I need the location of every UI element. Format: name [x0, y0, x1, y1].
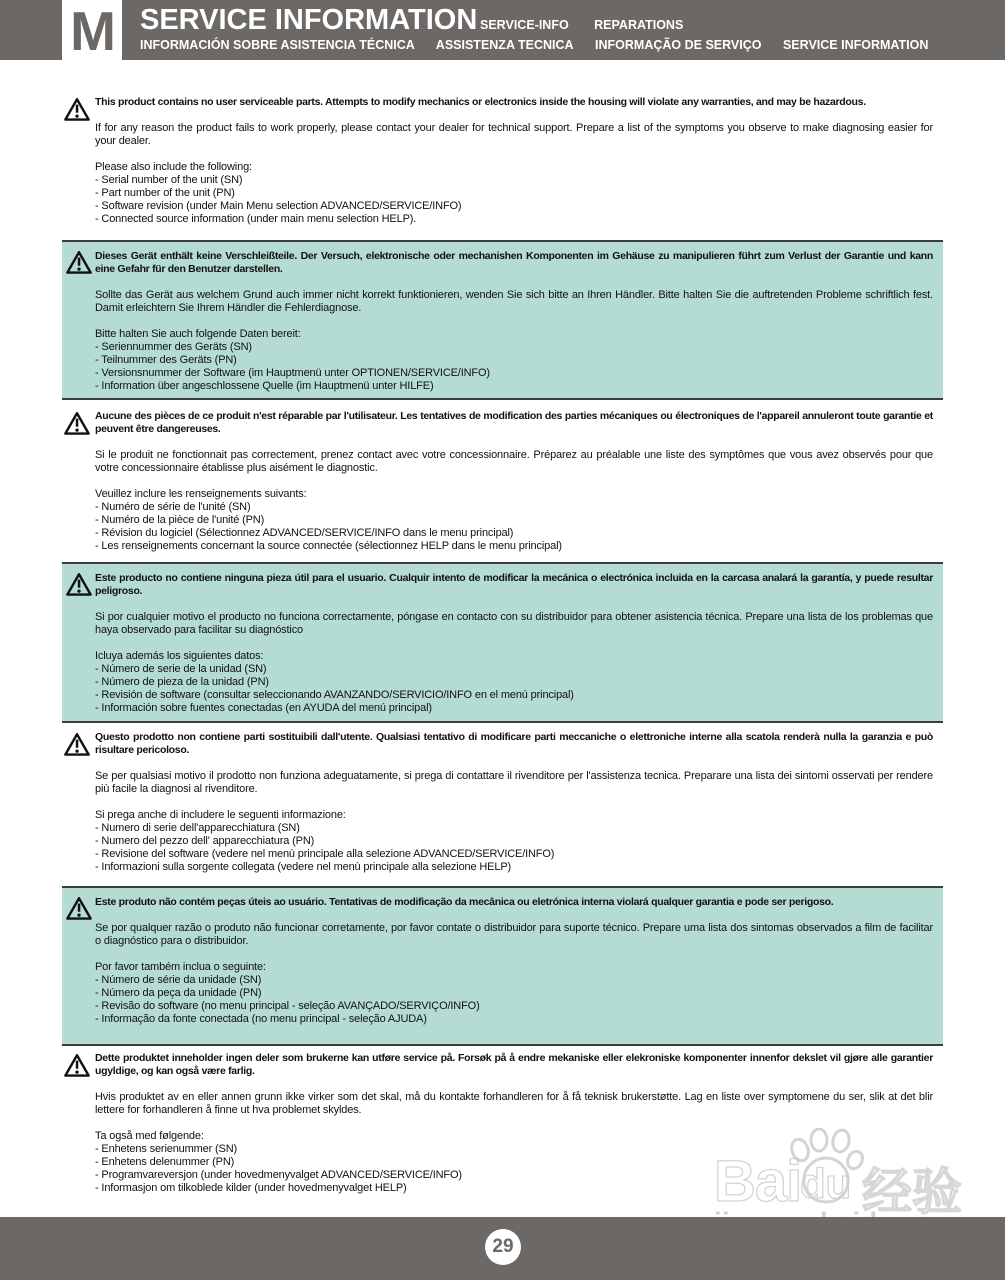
header-bar — [0, 0, 1005, 60]
watermark-brand-text2: du — [800, 1160, 852, 1207]
warning-text: Aucune des pièces de ce produit n'est réparable par l'utilisateur. Les tentatives de modification des parties mécaniques ou électroniques de l'appareil annuleront toute garantie et peuvent être dangereuses. — [95, 410, 933, 435]
section-spanish — [62, 562, 943, 723]
info-list — [95, 1143, 933, 1195]
warning-icon — [63, 1053, 91, 1078]
list-item: - Número de serie de la unidad (SN) — [95, 663, 267, 675]
info-list — [95, 974, 933, 1026]
body-text: Sollte das Gerät aus welchem Grund auch immer nicht korrekt funktionieren, wenden Sie sich bitte an Ihren Händler. Bitte halten Sie die auftretenden Probleme schriftlich fest. Damit erleichtern Sie Ihrem Händler die Fehlerdiagnose. — [95, 289, 933, 314]
list-item: - Revisão do software (no menu principal - seleção AVANÇADO/SERVIÇO/INFO) — [95, 1000, 480, 1012]
warning-icon — [65, 896, 93, 921]
list-item: - Seriennummer des Geräts (SN) — [95, 341, 252, 353]
warning-icon — [63, 411, 91, 436]
list-item: - Número de pieza de la unidad (PN) — [95, 676, 269, 688]
page-title: SERVICE INFORMATION — [140, 4, 478, 36]
section-french — [62, 410, 943, 553]
list-item: - Part number of the unit (PN) — [95, 187, 235, 199]
header-subtitle-row2 — [140, 38, 946, 52]
header-subtitle-it: ASSISTENZA TECNICA — [435, 38, 574, 52]
list-intro: Please also include the following: — [95, 161, 252, 173]
header-subtitle-fr: SERVICE-INFO — [480, 18, 569, 32]
info-list — [95, 341, 933, 393]
body-text: Si por cualquier motivo el producto no funciona correctamente, póngase en contacto con su distribuidor para obtener asistencia técnica. Prepare una lista de los problemas que haya observado para facilitar su diagnóstico — [95, 611, 933, 636]
list-item: - Programvareversjon (under hovedmenyvalget ADVANCED/SERVICE/INFO) — [95, 1169, 462, 1181]
info-list — [95, 663, 933, 715]
list-item: - Teilnummer des Geräts (PN) — [95, 354, 237, 366]
warning-text: Questo prodotto non contiene parti sostituibili dall'utente. Qualsiasi tentativo di modificare parti meccaniche o elettroniche interne alla scatola renderà nulla la garanzia e può risultare pericoloso. — [95, 731, 933, 756]
warning-icon — [63, 97, 91, 122]
warning-text: Este produto não contém peças úteis ao usuário. Tentativas de modificação da mecânica ou eletrónica interna violará qualquer garantia e pode ser perigoso. — [95, 896, 834, 908]
watermark-brand-text: Bai — [714, 1149, 802, 1214]
list-intro: Veuillez inclure les renseignements suivants: — [95, 488, 307, 500]
list-item: - Révision du logiciel (Sélectionnez ADVANCED/SERVICE/INFO dans le menu principal) — [95, 527, 514, 539]
header-subtitle-pt: INFORMAÇÃO DE SERVIÇO — [595, 38, 762, 52]
list-item: - Software revision (under Main Menu selection ADVANCED/SERVICE/INFO) — [95, 200, 462, 212]
watermark-cjk-text: 经验 — [862, 1164, 962, 1220]
warning-icon — [63, 732, 91, 757]
header-subtitle-es: INFORMACIÓN SOBRE ASISTENCIA TÉCNICA — [140, 38, 415, 52]
section-english — [62, 96, 943, 226]
warning-icon — [65, 572, 93, 597]
list-item: - Número da peça da unidade (PN) — [95, 987, 262, 999]
list-item: - Numero del pezzo dell' apparecchiatura (PN) — [95, 835, 315, 847]
body-text: Si le produit ne fonctionnait pas correctement, prenez contact avec votre concessionnaire. Préparez au préalable une liste des symptômes que vous avez observés pour que votre concessionnaire établisse plus aisément le diagnostic. — [95, 449, 933, 474]
list-intro: Si prega anche di includere le seguenti informazione: — [95, 809, 346, 821]
warning-icon — [65, 250, 93, 275]
info-list — [95, 174, 933, 226]
section-portuguese — [62, 886, 943, 1046]
list-item: - Numéro de la pièce de l'unité (PN) — [95, 514, 265, 526]
list-item: - Número de série da unidade (SN) — [95, 974, 262, 986]
chapter-letter: M — [70, 0, 114, 62]
warning-text: Dieses Gerät enthält keine Verschleißteile. Der Versuch, elektronische oder mechanishen Komponenten im Gehäuse zu manipulieren führt zum Verlust der Garantie und kann eine Gefahr für den Benutzer darstellen. — [95, 250, 933, 275]
list-item: - Enhetens serienummer (SN) — [95, 1143, 238, 1155]
list-item: - Les renseignements concernant la source connectée (sélectionnez HELP dans le menu principal) — [95, 540, 562, 552]
info-list — [95, 822, 933, 874]
list-item: - Numero di serie dell'apparecchiatura (SN) — [95, 822, 300, 834]
body-text: Hvis produktet av en eller annen grunn ikke virker som det skal, må du kontakte forhandleren for å få teknisk brukerstøtte. Lag en liste over symptomene du ser, slik at det blir lettere for forhandleren å finne ut hva problemet skyldes. — [95, 1091, 933, 1116]
info-list — [95, 501, 933, 553]
list-item: - Informação da fonte conectada (no menu principal - seleção AJUDA) — [95, 1013, 427, 1025]
chapter-tab — [62, 0, 122, 63]
list-intro: Ta også med følgende: — [95, 1130, 204, 1142]
page-number-badge — [485, 1229, 521, 1265]
list-intro: Icluya además los siguientes datos: — [95, 650, 264, 662]
section-norwegian — [62, 1052, 943, 1195]
list-item: - Enhetens delenummer (PN) — [95, 1156, 235, 1168]
section-german — [62, 240, 943, 400]
header-subtitle-en: SERVICE INFORMATION — [782, 38, 929, 52]
list-item: - Informazioni sulla sorgente collegata (vedere nel menù principale alla selezione HELP) — [95, 861, 512, 873]
list-item: - Revisión de software (consultar seleccionando AVANZANDO/SERVICIO/INFO en el menú principal) — [95, 689, 574, 701]
section-italian — [62, 731, 943, 874]
list-intro: Por favor também inclua o seguinte: — [95, 961, 266, 973]
list-item: - Numéro de série de l'unité (SN) — [95, 501, 251, 513]
body-text: Se por qualquer razão o produto não funcionar corretamente, por favor contate o distribuidor para suporte técnico. Prepare uma lista dos sintomas observados a film de facilitar o diagnóstico para o distribuidor. — [95, 922, 933, 947]
list-item: - Información sobre fuentes conectadas (en AYUDA del menú principal) — [95, 702, 432, 714]
header-subtitle-rep: REPARATIONS — [594, 18, 684, 32]
list-item: - Connected source information (under main menu selection HELP). — [95, 213, 417, 225]
header-subtitle-row1 — [480, 18, 705, 32]
list-item: - Versionsnummer der Software (im Hauptmenü unter OPTIONEN/SERVICE/INFO) — [95, 367, 490, 379]
list-intro: Bitte halten Sie auch folgende Daten bereit: — [95, 328, 301, 340]
body-text: If for any reason the product fails to work properly, please contact your dealer for technical support. Prepare a list of the symptoms you observe to make diagnosing easier for your dealer. — [95, 122, 933, 147]
list-item: - Serial number of the unit (SN) — [95, 174, 243, 186]
list-item: - Revisione del software (vedere nel menù principale alla selezione ADVANCED/SERVICE/INFO) — [95, 848, 555, 860]
page-number: 29 — [492, 1236, 514, 1257]
list-item: - Information über angeschlossene Quelle (im Hauptmenü unter HILFE) — [95, 380, 434, 392]
list-item: - Informasjon om tilkoblede kilder (under hovedmenyvalget HELP) — [95, 1182, 407, 1194]
warning-text: This product contains no user serviceable parts. Attempts to modify mechanics or electronics inside the housing will violate any warranties, and may be hazardous. — [95, 96, 866, 108]
body-text: Se per qualsiasi motivo il prodotto non funziona adeguatamente, si prega di contattare il rivenditore per l'assistenza tecnica. Preparare una lista dei sintomi osservati per rendere più facile la diagnosi al rivenditore. — [95, 770, 933, 795]
warning-text: Dette produktet inneholder ingen deler som brukerne kan utføre service på. Forsøk på å endre mekaniske eller elekroniske komponenter innenfor dekslet vil gjøre alle garantier ugyldige, og kan også være farlig. — [95, 1052, 933, 1077]
warning-text: Este producto no contiene ninguna pieza útil para el usuario. Cualquir intento de modificar la mecánica o electrónica incluida en la carcasa analará la garantía, y puede resultar peligroso. — [95, 572, 933, 597]
